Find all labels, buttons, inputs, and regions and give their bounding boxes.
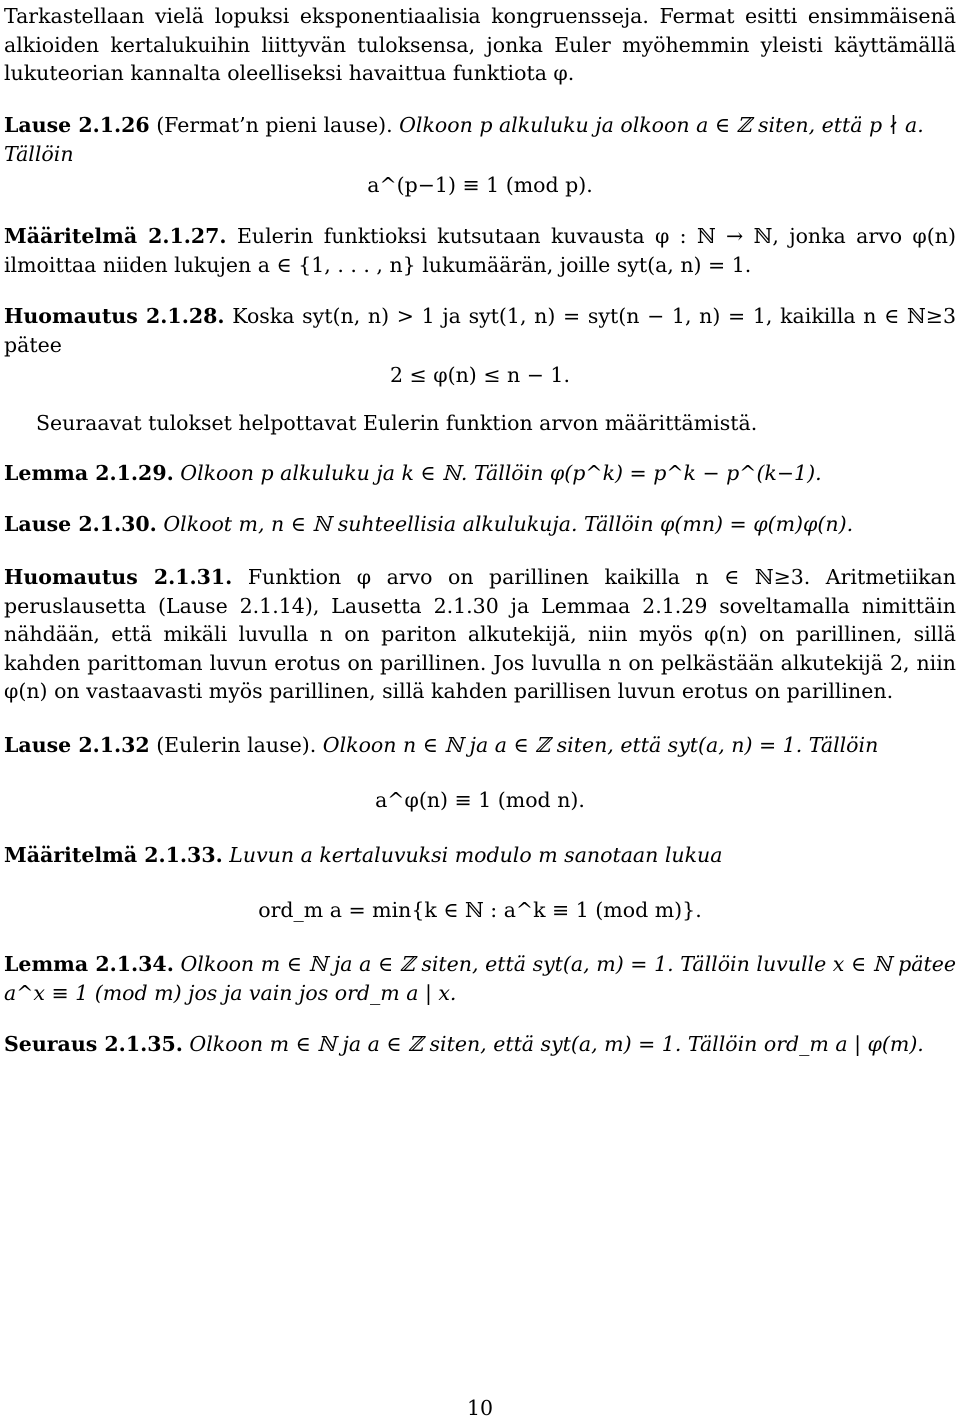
- corollary-order-phi: [4, 1030, 956, 1059]
- remark-text: Koska syt(n, n) > 1 ja syt(1, n) = syt(n − 1, n) = 1, kaikilla n ∈ ℕ≥3 pätee: [4, 304, 956, 357]
- lemma-prime-power: [4, 459, 956, 488]
- theorem-fermat: [4, 111, 956, 168]
- display-formula: 2 ≤ φ(n) ≤ n − 1.: [390, 363, 570, 387]
- theorem-note: (Eulerin lause).: [156, 733, 317, 757]
- remark-text: Funktion φ arvo on parillinen kaikilla n ∈ ℕ≥3. Aritmetiikan peruslausetta (Lause 2.1.14), Lausetta 2.1.30 ja Lemmaa 2.1.29 soveltamalla nimittäin nähdään, että mikäli luvulla n on pariton alkutekijä, niin myös φ(n) on parillinen, sillä kahden parittoman luvun erotus on parillinen. Jos luvulla n on pelkästään alkutekijä 2, niin φ(n) on vastaavasti myös parillinen, sillä kahden parillisen luvun erotus on parillinen.: [4, 565, 956, 703]
- transition-paragraph: Seuraavat tulokset helpottavat Eulerin funktion arvon määrittämistä.: [36, 411, 758, 435]
- theorem-note: (Fermat’n pieni lause).: [156, 113, 393, 137]
- remark-parity: [4, 563, 956, 706]
- definition-text: Luvun a kertaluvuksi modulo m sanotaan lukua: [229, 843, 723, 867]
- theorem-label: Lause 2.1.32: [4, 733, 150, 757]
- remark-label: Huomautus 2.1.31.: [4, 565, 233, 589]
- intro-paragraph: Tarkastellaan vielä lopuksi eksponentiaalisia kongruensseja. Fermat esitti ensimmäisenä alkioiden kertalukuihin liittyvän tuloksensa, jonka Euler myöhemmin yleisti käyttämällä lukuteorian kannalta oleelliseksi havaittua funktiota φ.: [4, 4, 956, 85]
- lemma-label: Lemma 2.1.29.: [4, 461, 174, 485]
- display-formula: ord_m a = min{k ∈ ℕ : a^k ≡ 1 (mod m)}.: [258, 898, 702, 922]
- lemma-text: Olkoon p alkuluku ja k ∈ ℕ. Tällöin φ(p^k) = p^k − p^(k−1).: [180, 461, 822, 485]
- definition-label: Määritelmä 2.1.33.: [4, 843, 223, 867]
- lemma-text: Olkoon m ∈ ℕ ja a ∈ ℤ siten, että syt(a, m) = 1. Tällöin luvulle x ∈ ℕ pätee a^x ≡ 1 (mod m) jos ja vain jos ord_m a | x.: [4, 952, 956, 1005]
- definition-order: [4, 841, 956, 870]
- remark-bounds: [4, 302, 956, 359]
- definition-euler-function: [4, 222, 956, 279]
- theorem-text: Olkoon n ∈ ℕ ja a ∈ ℤ siten, että syt(a, n) = 1. Tällöin: [322, 733, 879, 757]
- theorem-label: Lause 2.1.26: [4, 113, 150, 137]
- corollary-text: Olkoon m ∈ ℕ ja a ∈ ℤ siten, että syt(a, m) = 1. Tällöin ord_m a | φ(m).: [189, 1032, 924, 1056]
- remark-label: Huomautus 2.1.28.: [4, 304, 225, 328]
- theorem-text: Olkoot m, n ∈ ℕ suhteellisia alkulukuja. Tällöin φ(mn) = φ(m)φ(n).: [163, 512, 854, 536]
- definition-text: Eulerin funktioksi kutsutaan kuvausta φ : ℕ → ℕ, jonka arvo φ(n) ilmoittaa niiden lukujen a ∈ {1, . . . , n} lukumäärän, joille syt(a, n) = 1.: [4, 224, 956, 277]
- theorem-euler: [4, 731, 956, 760]
- theorem-text: Olkoon p alkuluku ja olkoon a ∈ ℤ siten, että p ∤ a. Tällöin: [4, 113, 924, 166]
- definition-label: Määritelmä 2.1.27.: [4, 224, 227, 248]
- lemma-label: Lemma 2.1.34.: [4, 952, 174, 976]
- display-formula: a^(p−1) ≡ 1 (mod p).: [367, 173, 593, 197]
- theorem-multiplicative: [4, 510, 956, 539]
- theorem-label: Lause 2.1.30.: [4, 512, 157, 536]
- lemma-order-divides: [4, 950, 956, 1007]
- corollary-label: Seuraus 2.1.35.: [4, 1032, 183, 1056]
- page-number: 10: [466, 1396, 494, 1420]
- display-formula: a^φ(n) ≡ 1 (mod n).: [375, 788, 585, 812]
